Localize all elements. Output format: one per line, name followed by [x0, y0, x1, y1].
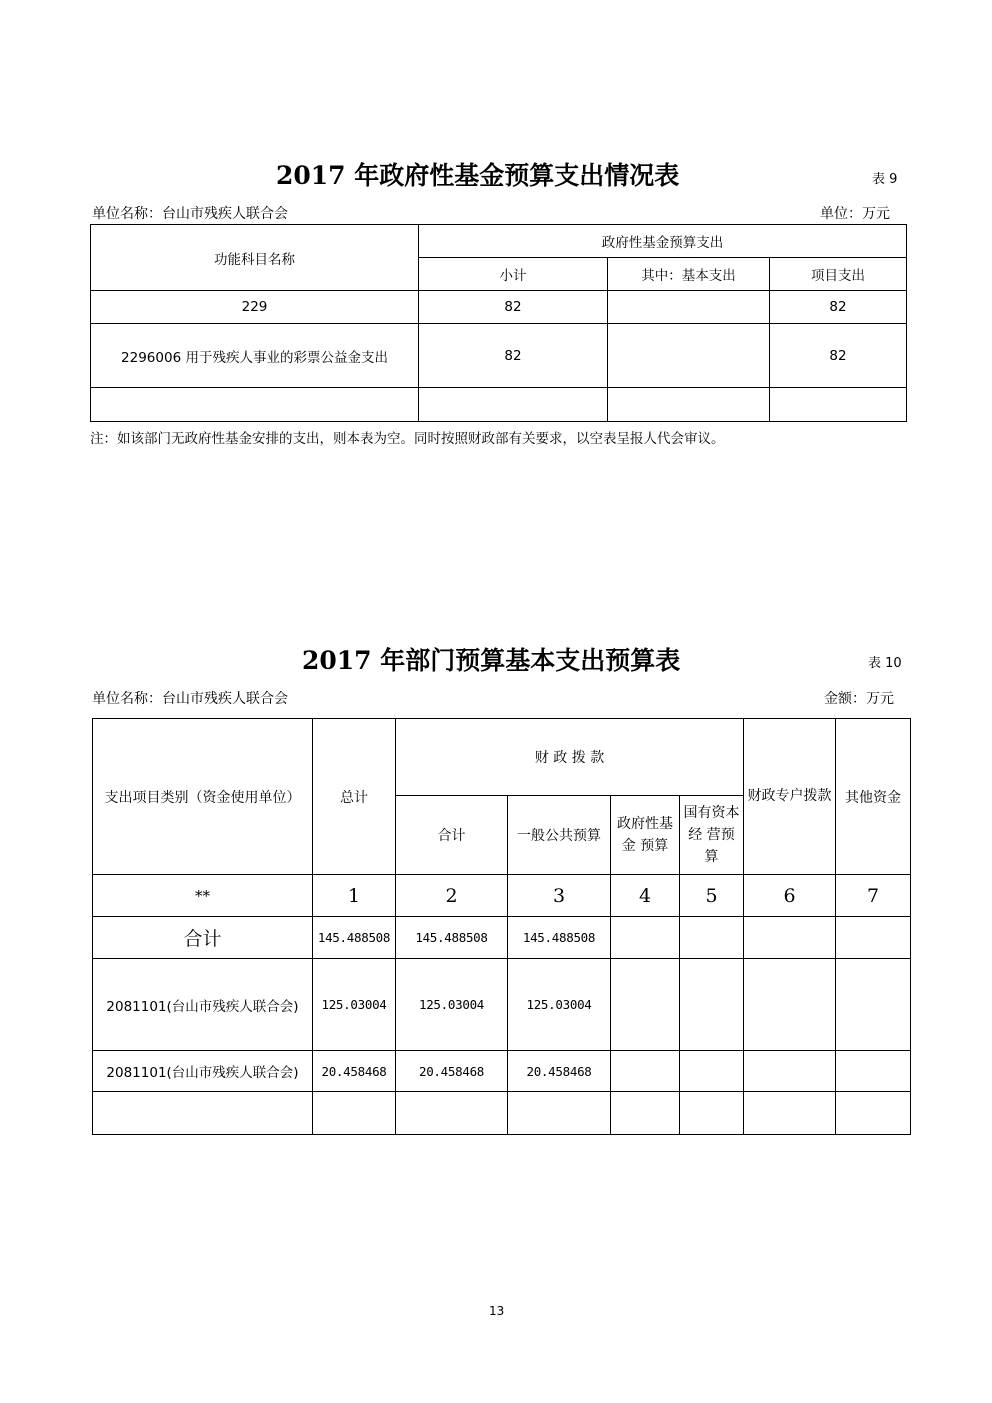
table-row: [93, 959, 911, 1051]
cell-fund: [611, 959, 680, 1051]
index-cell: 5: [680, 875, 744, 917]
cell-subtotal: [419, 388, 608, 422]
cell-name: [91, 388, 419, 422]
cell-fund: [611, 1051, 680, 1092]
cell-general: 125.03004: [508, 959, 611, 1051]
index-cell: 2: [396, 875, 508, 917]
cell-special: [744, 1051, 836, 1092]
cell-special: [744, 917, 836, 959]
cell-basic: [608, 291, 770, 324]
cell-state: [680, 1051, 744, 1092]
cell-name: 229: [91, 291, 419, 324]
header-basic: 其中：基本支出: [608, 258, 770, 291]
cell-fund: [611, 917, 680, 959]
table9-unit-name: 单位名称：台山市残疾人联合会: [92, 206, 288, 222]
cell-special: [744, 959, 836, 1051]
cell-state: [680, 1092, 744, 1135]
index-cell: 3: [508, 875, 611, 917]
index-cell: 6: [744, 875, 836, 917]
cell-name: 2081101(台山市残疾人联合会): [93, 959, 313, 1051]
header-subtotal: 小计: [419, 258, 608, 291]
header-special-account: 财政专户拨款: [744, 719, 836, 875]
header-project: 项目支出: [770, 258, 907, 291]
header-general-budget: 一般公共预算: [508, 796, 611, 875]
index-cell: 4: [611, 875, 680, 917]
cell-name: [93, 1092, 313, 1135]
table10-unit: 金额：万元: [824, 691, 894, 707]
cell-fund: [611, 1092, 680, 1135]
table10-title: 2017 年部门预算基本支出预算表: [302, 646, 681, 675]
cell-sum: 145.488508: [396, 917, 508, 959]
cell-general: [508, 1092, 611, 1135]
cell-project: 82: [770, 324, 907, 388]
cell-other: [836, 1092, 911, 1135]
table-row: [91, 291, 907, 324]
cell-special: [744, 1092, 836, 1135]
table10-number: 表 10: [868, 656, 902, 671]
cell-basic: [608, 324, 770, 388]
cell-project: 82: [770, 291, 907, 324]
table-row: [93, 1051, 911, 1092]
cell-sum: 20.458468: [396, 1051, 508, 1092]
table-row: [93, 1092, 911, 1135]
cell-general: 20.458468: [508, 1051, 611, 1092]
cell-state: [680, 917, 744, 959]
table9-note: 注：如该部门无政府性基金安排的支出，则本表为空。同时按照财政部有关要求，以空表呈报人代会审议。: [90, 431, 725, 447]
cell-other: [836, 1051, 911, 1092]
cell-sum: 125.03004: [396, 959, 508, 1051]
cell-name: 2081101(台山市残疾人联合会): [93, 1051, 313, 1092]
header-other-funds: 其他资金: [836, 719, 911, 875]
cell-basic: [608, 388, 770, 422]
page-number: 13: [489, 1304, 505, 1318]
header-function: 功能科目名称: [91, 225, 419, 291]
table9-unit: 单位：万元: [820, 206, 890, 222]
index-row: [93, 875, 911, 917]
cell-subtotal: 82: [419, 324, 608, 388]
cell-other: [836, 917, 911, 959]
cell-general: 145.488508: [508, 917, 611, 959]
table9-number: 表 9: [872, 172, 898, 187]
header-fund-expense: 政府性基金预算支出: [419, 225, 907, 258]
index-cell: **: [93, 875, 313, 917]
table9-title: 2017 年政府性基金预算支出情况表: [276, 161, 680, 190]
cell-state: [680, 959, 744, 1051]
cell-name: 合计: [93, 917, 313, 959]
cell-name: 2296006 用于残疾人事业的彩票公益金支出: [91, 324, 419, 388]
index-cell: 7: [836, 875, 911, 917]
cell-total: 125.03004: [313, 959, 396, 1051]
header-category: 支出项目类别（资金使用单位）: [93, 719, 313, 875]
cell-sum: [396, 1092, 508, 1135]
cell-total: 20.458468: [313, 1051, 396, 1092]
table10: [92, 718, 911, 1135]
table10-unit-name: 单位名称：台山市残疾人联合会: [92, 691, 288, 707]
header-fiscal-allocation: 财 政 拨 款: [396, 719, 744, 796]
cell-other: [836, 959, 911, 1051]
table-row: [93, 917, 911, 959]
cell-project: [770, 388, 907, 422]
index-cell: 1: [313, 875, 396, 917]
header-fund-budget: 政府性基金 预算: [611, 796, 680, 875]
cell-total: 145.488508: [313, 917, 396, 959]
header-sum: 合计: [396, 796, 508, 875]
cell-total: [313, 1092, 396, 1135]
table-row: [91, 324, 907, 388]
cell-subtotal: 82: [419, 291, 608, 324]
table-row: [91, 388, 907, 422]
header-total: 总计: [313, 719, 396, 875]
table9: [90, 224, 907, 422]
header-state-capital-budget: 国有资本经 营预算: [680, 796, 744, 875]
